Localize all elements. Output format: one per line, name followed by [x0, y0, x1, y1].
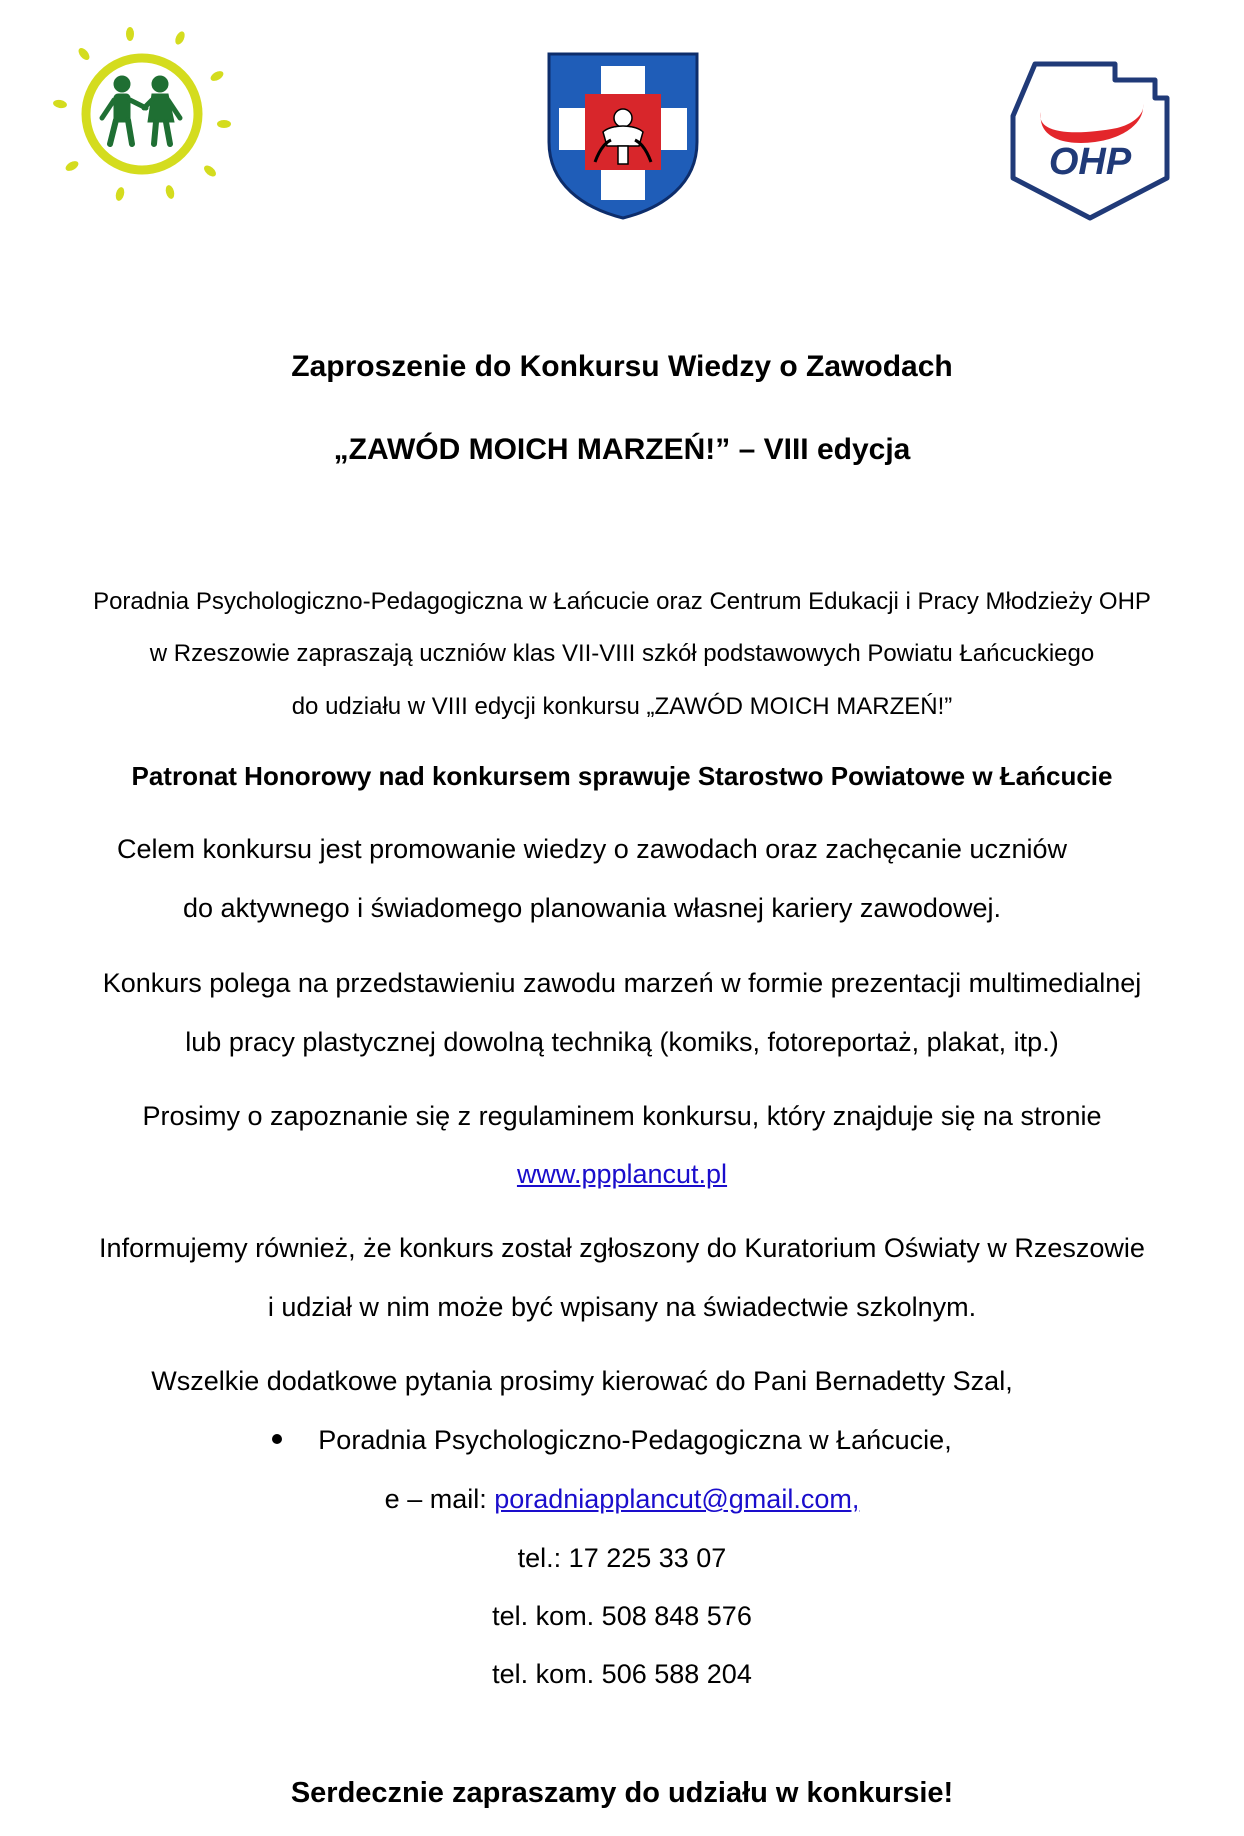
- intro-line-3: do udziału w VIII edycji konkursu „ZAWÓD MOICH MARZEŃ!”: [291, 693, 953, 720]
- intro-line-1: Poradnia Psychologiczno-Pedagogiczna w Łańcucie oraz Centrum Edukacji i Pracy Młodzieży OHP: [93, 588, 1151, 615]
- ohp-emblem-icon: [1005, 58, 1175, 224]
- contact-intro: Wszelkie dodatkowe pytania prosimy kierować do Pani Bernadetty Szal,: [151, 1366, 1013, 1396]
- phone-2: tel. kom. 508 848 576: [492, 1601, 752, 1631]
- invitation-title: Zaproszenie do Konkursu Wiedzy o Zawodach: [291, 350, 953, 383]
- goal-line-2: do aktywnego i świadomego planowania własnej kariery zawodowej.: [183, 893, 1001, 923]
- bullet-icon: [272, 1434, 282, 1444]
- children-sun-icon: [52, 26, 232, 204]
- coat-of-arms-icon: [545, 50, 701, 222]
- website-link[interactable]: www.ppplancut.pl: [516, 1159, 728, 1189]
- contact-institution: Poradnia Psychologiczno-Pedagogiczna w Łańcucie,: [318, 1425, 952, 1455]
- coat-of-arms-logo: [545, 50, 701, 222]
- contact-email-row: [0, 1483, 1244, 1515]
- info-line-2: i udział w nim może być wpisany na świadectwie szkolnym.: [267, 1292, 977, 1322]
- contest-name-title: „ZAWÓD MOICH MARZEŃ!” – VIII edycja: [333, 433, 911, 466]
- rules-line: Prosimy o zapoznanie się z regulaminem konkursu, który znajduje się na stronie: [142, 1101, 1102, 1131]
- ohp-text: OHP: [1048, 141, 1132, 183]
- email-link[interactable]: poradniapplancut@gmail.com,: [494, 1484, 860, 1514]
- contact-institution-row: [0, 1424, 1234, 1456]
- description-line-2: lub pracy plastycznej dowolną techniką (komiks, fotoreportaż, plakat, itp.): [185, 1027, 1059, 1057]
- description-line-1: Konkurs polega na przedstawieniu zawodu marzeń w formie prezentacji multimedialnej: [102, 968, 1142, 998]
- intro-line-2: w Rzeszowie zapraszają uczniów klas VII-VIII szkół podstawowych Powiatu Łańcuckiego: [149, 640, 1095, 667]
- phone-1: tel.: 17 225 33 07: [517, 1543, 727, 1573]
- info-line-1: Informujemy również, że konkurs został zgłoszony do Kuratorium Oświaty w Rzeszowie: [99, 1233, 1145, 1263]
- ohp-logo: [1005, 58, 1175, 224]
- patronage-text: Patronat Honorowy nad konkursem sprawuje Starostwo Powiatowe w Łańcucie: [131, 761, 1113, 791]
- ppp-logo: [52, 26, 232, 204]
- email-label: e – mail:: [384, 1484, 495, 1514]
- closing-invitation: Serdecznie zapraszamy do udziału w konkursie!: [290, 1777, 954, 1809]
- rules-link-row: [0, 1158, 1244, 1190]
- phone-3: tel. kom. 506 588 204: [492, 1659, 752, 1689]
- goal-line-1: Celem konkursu jest promowanie wiedzy o zawodach oraz zachęcanie uczniów: [117, 834, 1067, 864]
